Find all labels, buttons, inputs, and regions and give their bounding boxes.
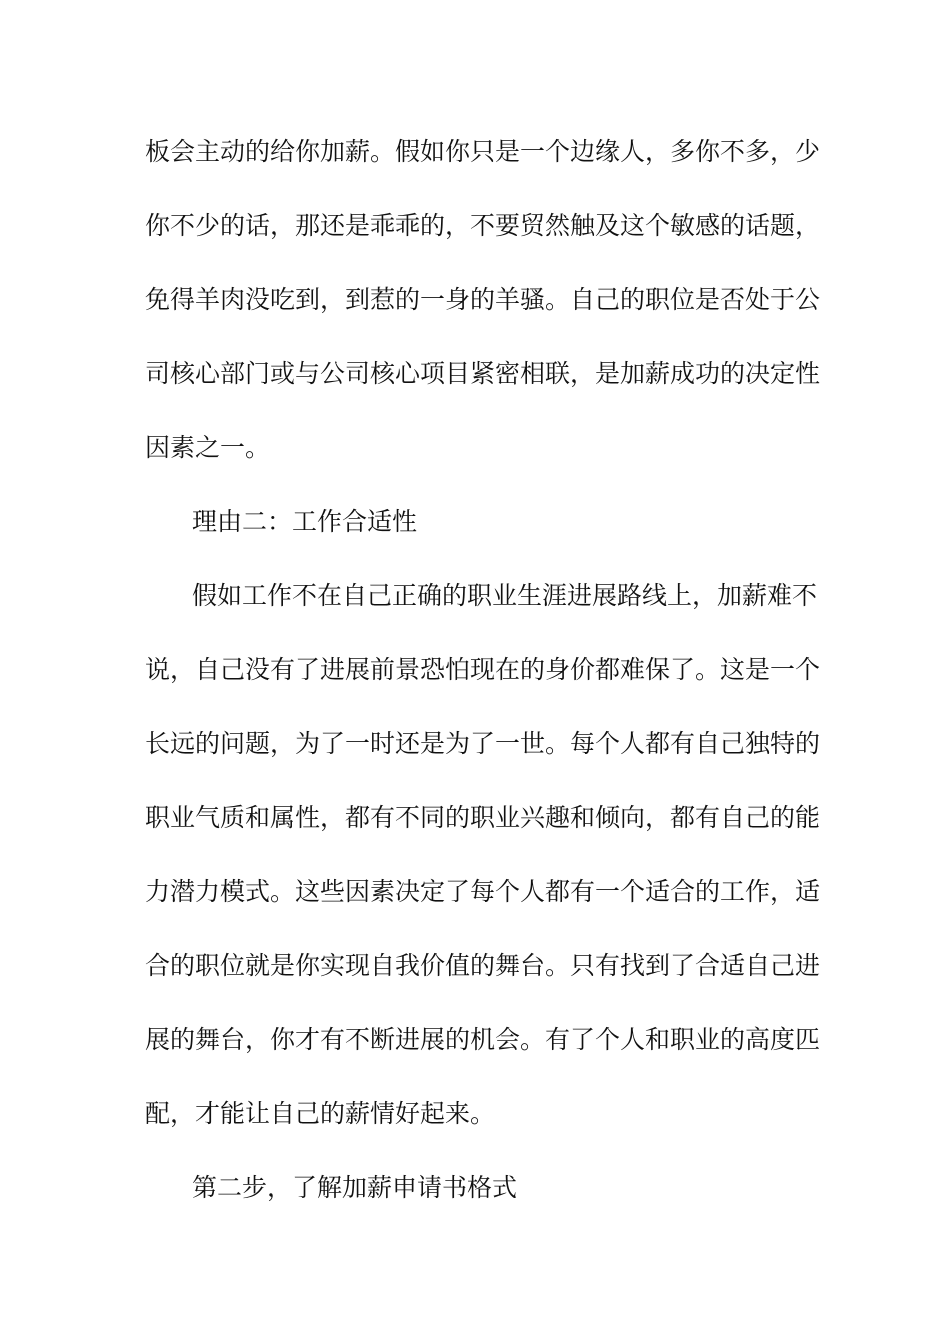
text-line: 免得羊肉没吃到，到惹的一身的羊骚。自己的职位是否处于公 [145,285,821,314]
section-heading: 理由二：工作合适性 [192,507,418,536]
text-line: 力潜力模式。这些因素决定了每个人都有一个适合的工作，适 [145,877,821,906]
text-line: 合的职位就是你实现自我价值的舞台。只有找到了合适自己进 [145,951,821,980]
text-line: 长远的问题，为了一时还是为了一世。每个人都有自己独特的 [145,729,821,758]
document-body [145,130,821,1240]
text-line: 展的舞台，你才有不断进展的机会。有了个人和职业的高度匹 [145,1025,821,1054]
text-line: 你不少的话，那还是乖乖的，不要贸然触及这个敏感的话题， [145,211,821,240]
text-line: 配，才能让自己的薪情好起来。 [145,1099,496,1128]
text-line: 板会主动的给你加薪。假如你只是一个边缘人，多你不多，少 [145,137,821,166]
text-line: 职业气质和属性，都有不同的职业兴趣和倾向，都有自己的能 [145,803,821,832]
text-line: 司核心部门或与公司核心项目紧密相联，是加薪成功的决定性 [145,359,821,388]
text-line: 因素之一。 [145,433,271,462]
section-heading: 第二步，了解加薪申请书格式 [192,1173,518,1202]
text-line: 假如工作不在自己正确的职业生涯进展路线上，加薪难不 [192,581,818,610]
text-line: 说，自己没有了进展前景恐怕现在的身价都难保了。这是一个 [145,655,821,684]
